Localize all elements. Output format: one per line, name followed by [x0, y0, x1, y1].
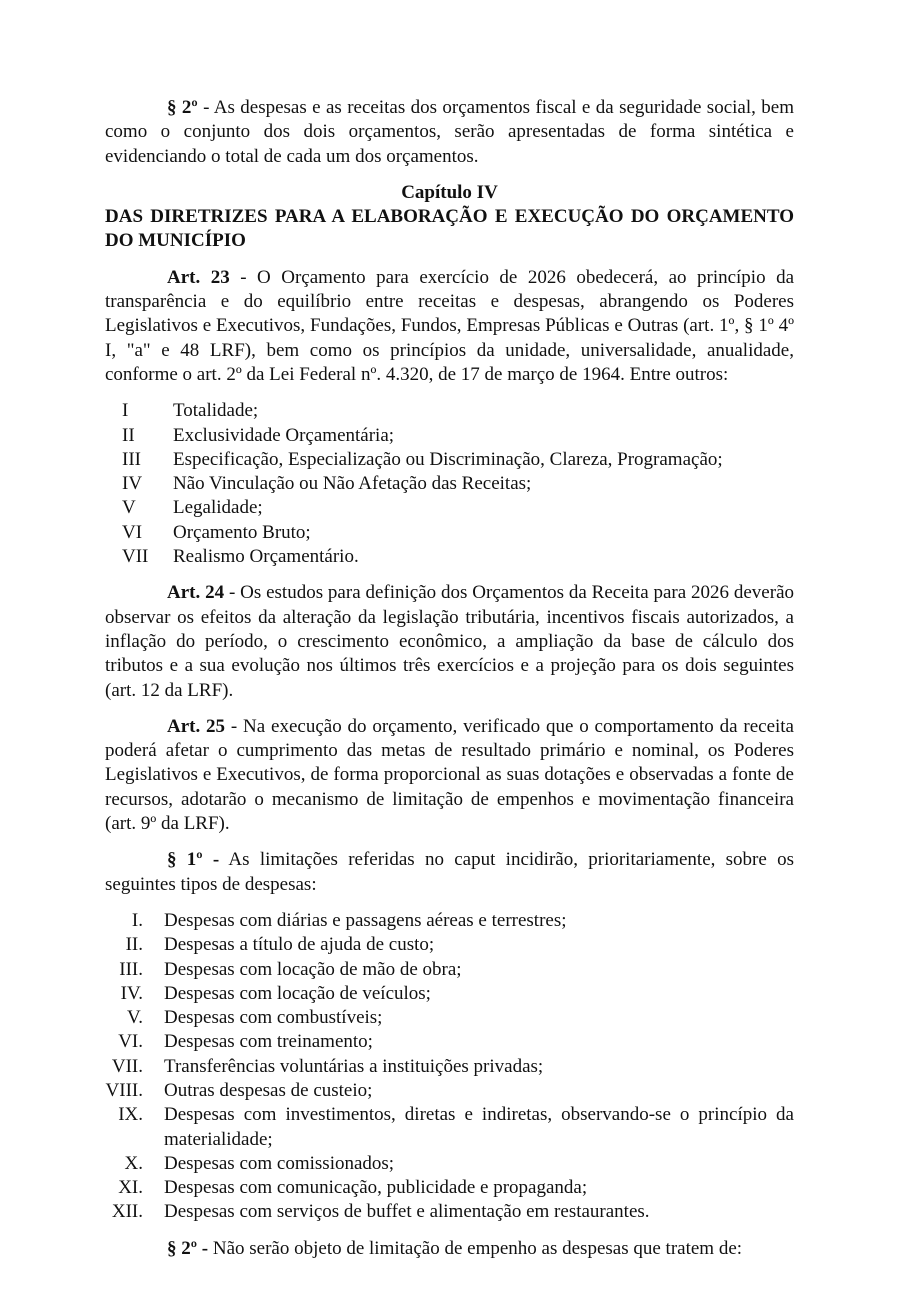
- item-numeral: I: [122, 400, 129, 422]
- paragraph-art-25: [105, 715, 794, 836]
- list-item: [105, 448, 794, 472]
- list-item: [105, 1055, 794, 1079]
- paragraph-art-24-lead: Art. 24: [167, 582, 225, 604]
- item-text: Não Vinculação ou Não Afetação das Receitas;: [173, 473, 532, 495]
- paragraph-art-25-lead: Art. 25: [167, 715, 226, 737]
- item-text: Exclusividade Orçamentária;: [173, 424, 395, 446]
- list-item: [105, 1103, 794, 1152]
- item-numeral: V: [122, 497, 136, 519]
- item-numeral: II: [122, 424, 135, 446]
- list-item: [105, 1006, 794, 1030]
- item-numeral: VII.: [111, 1055, 143, 1077]
- chapter-heading: Capítulo IV: [401, 181, 498, 203]
- item-numeral: IV: [122, 473, 143, 495]
- list-item: [105, 496, 794, 520]
- item-numeral: II.: [125, 934, 143, 956]
- despesas-list: [105, 909, 794, 1225]
- list-item: [105, 1176, 794, 1200]
- item-numeral: III.: [119, 958, 143, 980]
- paragraph-art-25-text: - Na execução do orçamento, verificado que o comportamento da receita poderá afetar o cumprimento das metas de resultado primário e nominal, os Poderes Legislativos e Executivos, de forma proporcional as suas dotações e observadas a fonte de recursos, adotarão o mecanismo de limitação de empenhos e movimentação financeira (art. 9º da LRF).: [105, 715, 794, 835]
- item-text: Despesas com comunicação, publicidade e propaganda;: [164, 1177, 588, 1199]
- list-item: [105, 933, 794, 957]
- paragraph-1-limitacoes-lead: § 1º -: [167, 849, 220, 871]
- list-item: [105, 545, 794, 569]
- paragraph-art-23-text: - O Orçamento para exercício de 2026 obedecerá, ao princípio da transparência e do equilíbrio entre receitas e despesas, abrangendo os Poderes Legislativos e Executivos, Fundações, Fundos, Empresas Públicas e Outras (art. 1º, § 1º 4º I, "a" e 48 LRF), bem como os princípios da unidade, universalidade, anualidade, conforme o art. 2º da Lei Federal nº. 4.320, de 17 de março de 1964. Entre outros:: [105, 266, 795, 385]
- item-numeral: XI.: [118, 1177, 143, 1199]
- paragraph-art-24: [105, 581, 794, 702]
- paragraph-2-empenho: [105, 1237, 794, 1261]
- item-text: Orçamento Bruto;: [173, 521, 311, 543]
- paragraph-art-24-text: - Os estudos para definição dos Orçamentos da Receita para 2026 deverão observar os efeitos da alteração da legislação tributária, incentivos fiscais autorizados, a inflação do período, o crescimento econômico, a ampliação da base de cálculo dos tributos e a sua evolução nos últimos três exercícios e a projeção para os dois seguintes (art. 12 da LRF).: [105, 582, 795, 701]
- item-text: Despesas com locação de mão de obra;: [164, 958, 462, 980]
- item-text: Despesas com serviços de buffet e alimentação em restaurantes.: [164, 1201, 650, 1223]
- list-item: [105, 982, 794, 1006]
- item-numeral: VI.: [118, 1031, 143, 1053]
- item-numeral: V.: [126, 1007, 143, 1029]
- item-numeral: IX.: [118, 1104, 143, 1126]
- item-text: Especificação, Especialização ou Discriminação, Clareza, Programação;: [173, 448, 723, 470]
- paragraph-2-seguridade-lead: § 2º: [167, 97, 198, 118]
- item-numeral: VIII.: [105, 1079, 143, 1101]
- item-text: Despesas a título de ajuda de custo;: [164, 934, 435, 956]
- item-text: Totalidade;: [173, 400, 259, 422]
- item-text: Despesas com locação de veículos;: [164, 982, 431, 1004]
- list-item: [105, 1200, 794, 1224]
- list-item: [105, 472, 794, 496]
- item-text: Despesas com combustíveis;: [164, 1007, 383, 1029]
- paragraph-2-empenho-text: Não serão objeto de limitação de empenho as despesas que tratem de:: [208, 1237, 743, 1259]
- item-text: Outras despesas de custeio;: [164, 1079, 373, 1101]
- principles-list: [105, 399, 794, 569]
- item-text: Despesas com investimentos, diretas e indiretas, observando-se o princípio da materialidade;: [164, 1104, 794, 1150]
- item-numeral: VII: [122, 546, 149, 568]
- list-item: [105, 958, 794, 982]
- list-item: [105, 521, 794, 545]
- paragraph-2-empenho-lead: § 2º -: [167, 1237, 209, 1259]
- item-text: Realismo Orçamentário.: [173, 546, 359, 568]
- list-item: [105, 424, 794, 448]
- list-item: [105, 1079, 794, 1103]
- item-numeral: I.: [131, 909, 143, 931]
- item-numeral: IV.: [120, 982, 143, 1004]
- list-item: [105, 399, 794, 423]
- item-text: Despesas com diárias e passagens aéreas e terrestres;: [164, 909, 567, 931]
- item-numeral: XII.: [111, 1201, 143, 1223]
- item-numeral: III: [122, 448, 141, 470]
- chapter-title: DAS DIRETRIZES PARA A ELABORAÇÃO E EXECUÇÃO DO ORÇAMENTO DO MUNICÍPIO: [105, 206, 794, 252]
- list-item: [105, 1030, 794, 1054]
- paragraph-art-23-lead: Art. 23: [167, 266, 230, 288]
- paragraph-2-seguridade-text: - As despesas e as receitas dos orçamentos fiscal e da seguridade social, bem como o conjunto dos dois orçamentos, serão apresentadas de forma sintética e evidenciando o total de cada um dos orçamentos.: [105, 97, 794, 167]
- paragraph-1-limitacoes-text: As limitações referidas no caput incidirão, prioritariamente, sobre os seguintes tipos de despesas:: [105, 849, 795, 895]
- paragraph-art-23: [105, 266, 794, 387]
- item-numeral: X.: [124, 1152, 143, 1174]
- item-text: Despesas com treinamento;: [164, 1031, 373, 1053]
- item-text: Legalidade;: [173, 497, 263, 519]
- item-text: Transferências voluntárias a instituições privadas;: [164, 1055, 544, 1077]
- list-item: [105, 1152, 794, 1176]
- paragraph-2-seguridade: [105, 96, 794, 169]
- item-text: Despesas com comissionados;: [164, 1152, 395, 1174]
- paragraph-1-limitacoes: [105, 848, 794, 897]
- list-item: [105, 909, 794, 933]
- item-numeral: VI: [122, 521, 143, 543]
